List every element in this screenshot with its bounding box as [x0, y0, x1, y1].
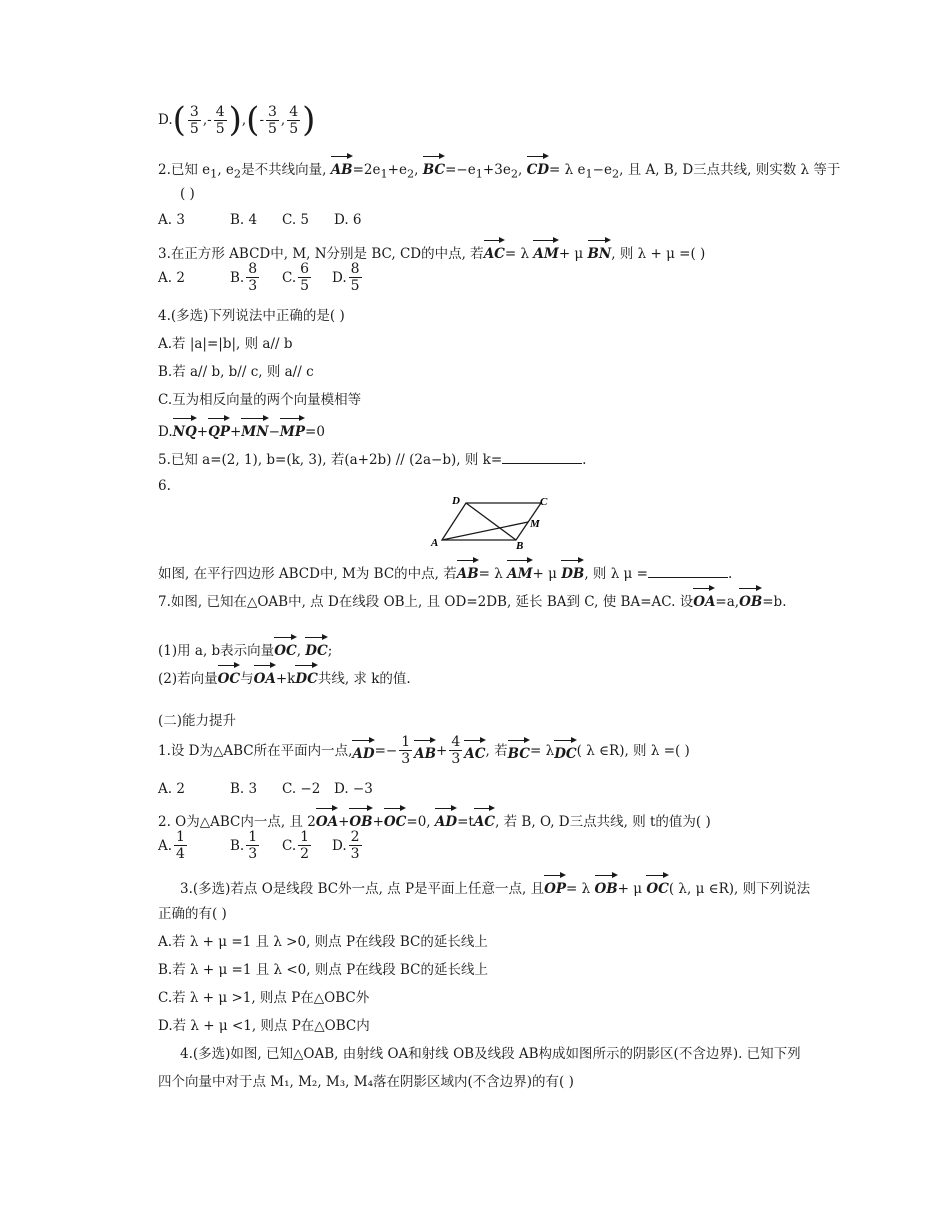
parallelogram-figure — [428, 492, 554, 552]
problem-2-stem: 2.已知 $e_1$, $e_2$是不共线向量, $AB=2e_1+e_2$, $BC=-e_1+3e_2$, CD= λ $e_1-e_2$, 且 A, B, D三点共线, 则实数 λ 等于 — [158, 154, 840, 185]
problem-4-option-b: B.若 a// b, b// c, 则 a// c — [158, 364, 314, 380]
label-a: A — [431, 537, 439, 549]
ability-question-3: 3.(多选)若点 O是线段 BC外一点, 点 P是平面上任意一点, 且OP= λ OB+ μ OC( λ, μ ∈R), 则下列说法 — [180, 873, 810, 899]
problem-3-options: A. 2 B. $\frac{8}{3}$ C. $\frac{6}{5}$ D. $\frac{8}{5}$ — [158, 261, 360, 294]
problem-4-title: 4.(多选)下列说法中正确的是( ) — [158, 308, 345, 324]
answer-blank[interactable] — [648, 563, 728, 578]
problem-4-option-a: A.若 |a|=|b|, 则 a// b — [158, 336, 293, 352]
section-heading: (二)能力提升 — [158, 713, 237, 729]
vector-cd: CD — [527, 154, 549, 180]
problem-5: 5.已知 a=(2, 1), b=(k, 3), 若(a+2b) // (2a−b), 则 k= . — [158, 449, 586, 470]
ability-question-1: 1.设 D为△ABC所在平面内一点, AD =− $\frac{1}{3}$ AB + $\frac{4}{3}$ AC , 若 BC = λ DC ( λ ∈R), 则 λ =( ) — [158, 734, 690, 767]
prev-question-option-d: D. ( $\frac{3}{5}$ ,- $\frac{4}{5}$ ) , ( - $\frac{3}{5}$ , $\frac{4}{5}$ ) — [158, 100, 316, 140]
fraction: $\frac{4}{5}$ — [215, 103, 225, 137]
problem-6-stem: 如图, 在平行四边形 ABCD中, M为 BC的中点, 若AB= λ AM+ μ DB, 则 λ μ = . — [158, 558, 732, 584]
ability-question-3-option-d: D.若 λ + μ <1, 则点 P在△OBC内 — [158, 1018, 370, 1034]
vector-am: AM — [533, 238, 558, 264]
problem-7-stem: 7.如图, 已知在△OAB中, 点 D在线段 OB上, 且 OD=2DB, 延长 BA到 C, 使 BA=AC. 设OA=a,OB=b. — [158, 586, 787, 612]
problem-6-number: 6. — [158, 478, 171, 494]
vector-ab: AB — [331, 154, 353, 180]
ability-question-4-line1: 4.(多选)如图, 已知△OAB, 由射线 OA和射线 OB及线段 AB构成如图所示的阴影区(不含边界). 已知下列 — [180, 1046, 801, 1062]
fraction: $\frac{3}{5}$ — [268, 103, 277, 137]
problem-2-paren: ( ) — [180, 186, 195, 202]
ability-question-1-options: A. 2 B. 3 C. −2 D. −3 — [158, 781, 373, 797]
problem-4-option-d: D.NQ+QP+MN−MP=0 — [158, 416, 325, 442]
problem-2-options: A. 3 B. 4 C. 5 D. 6 — [158, 212, 362, 228]
ability-question-2-options: A. $\frac{1}{4}$ B. $\frac{1}{3}$ C. $\frac{1}{2}$ D. $\frac{2}{3}$ — [158, 829, 360, 862]
fraction: $\frac{4}{5}$ — [289, 103, 299, 137]
ability-question-3-line2: 正确的有( ) — [158, 906, 227, 922]
label-d: D — [452, 495, 460, 507]
problem-3-stem: 3.在正方形 ABCD中, M, N分别是 BC, CD的中点, 若AC= λ AM+ μ BN, 则 λ + μ =( ) — [158, 238, 705, 264]
ability-question-3-option-b: B.若 λ + μ =1 且 λ <0, 则点 P在线段 BC的延长线上 — [158, 962, 488, 978]
problem-7-part-2: (2)若向量OC与OA+kDC共线, 求 k的值. — [158, 663, 411, 689]
fraction: $\frac{3}{5}$ — [189, 103, 199, 137]
ability-question-2: 2. O为△ABC内一点, 且 2OA+OB+OC=0, AD=tAC, 若 B, O, D三点共线, 则 t的值为( ) — [158, 806, 711, 832]
label-m: M — [530, 518, 540, 530]
label-c: C — [540, 496, 548, 508]
ability-question-3-option-c: C.若 λ + μ >1, 则点 P在△OBC外 — [158, 990, 370, 1006]
vector-ac: AC — [484, 238, 505, 264]
answer-blank[interactable] — [502, 449, 582, 464]
vector-bn: BN — [588, 238, 612, 264]
vector-bc: BC — [423, 154, 445, 180]
problem-7-part-1: (1)用 a, b表示向量OC, DC; — [158, 635, 332, 661]
label-b: B — [516, 540, 524, 552]
ability-question-3-option-a: A.若 λ + μ =1 且 λ >0, 则点 P在线段 BC的延长线上 — [158, 934, 488, 950]
problem-4-option-c: C.互为相反向量的两个向量模相等 — [158, 392, 362, 408]
ability-question-4-line2: 四个向量中对于点 M₁, M₂, M₃, M₄落在阴影区域内(不含边界)的有( ) — [158, 1074, 574, 1090]
